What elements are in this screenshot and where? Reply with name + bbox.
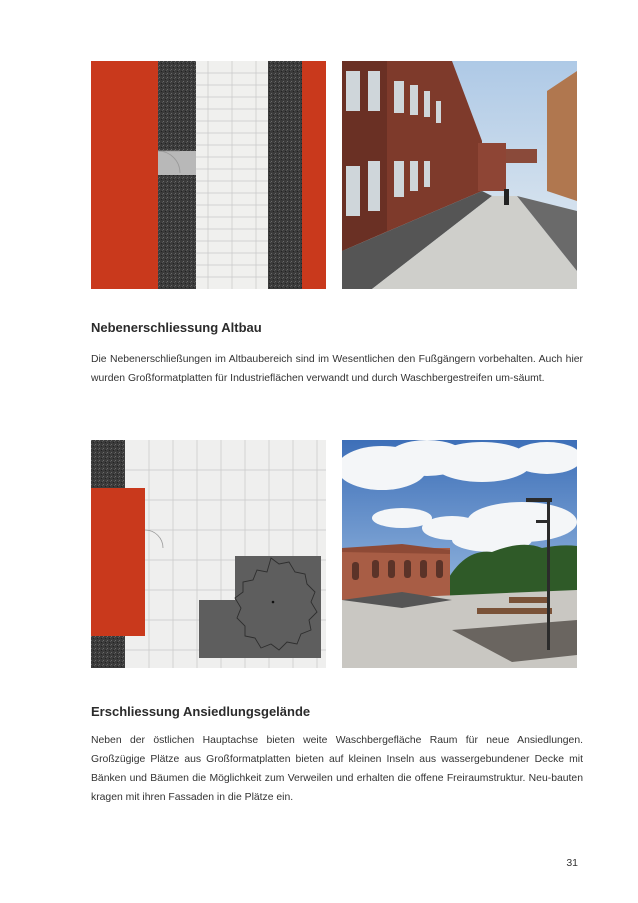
plan-ansiedlung-drawing [91,440,326,668]
door-threshold [158,151,196,175]
section1-heading: Nebenerschliessung Altbau [91,320,262,335]
building-block [91,488,145,636]
building-left [91,61,158,289]
photo-ansiedlung-plaza [342,440,577,668]
right-building [547,71,577,201]
gravel-strip-right [268,61,302,289]
section2-body: Neben der östlichen Hauptachse bieten weite Waschbergefläche Raum für neue Ansiedlungen. Großzügige Plätze aus Großformatplatten bieten auf kleinen Inseln aus wassergebundener Decke mit Bänken und Bäumen die Möglichkeit zum Verweilen und erhalten die offene Freiraumstruktur. Neu-bauten kragen mit ihren Fassaden in die Plätze ein. [91,735,583,803]
bench [477,608,552,614]
pedestrian [504,189,509,205]
photo-altbau-walkway [342,61,577,289]
plan-altbau-drawing [91,61,326,289]
building-right [302,61,326,289]
section1-body: Die Nebenerschließungen im Altbaubereich sind im Wesentlichen den Fußgängern vorbehalten. Auch hier wurden Großformatplatten für Industrieflächen verwandt und durch Waschbergestreifen um-säumt. [91,354,583,384]
section2-heading: Erschliessung Ansiedlungsgelände [91,704,311,719]
page-number: 31 [566,857,578,869]
